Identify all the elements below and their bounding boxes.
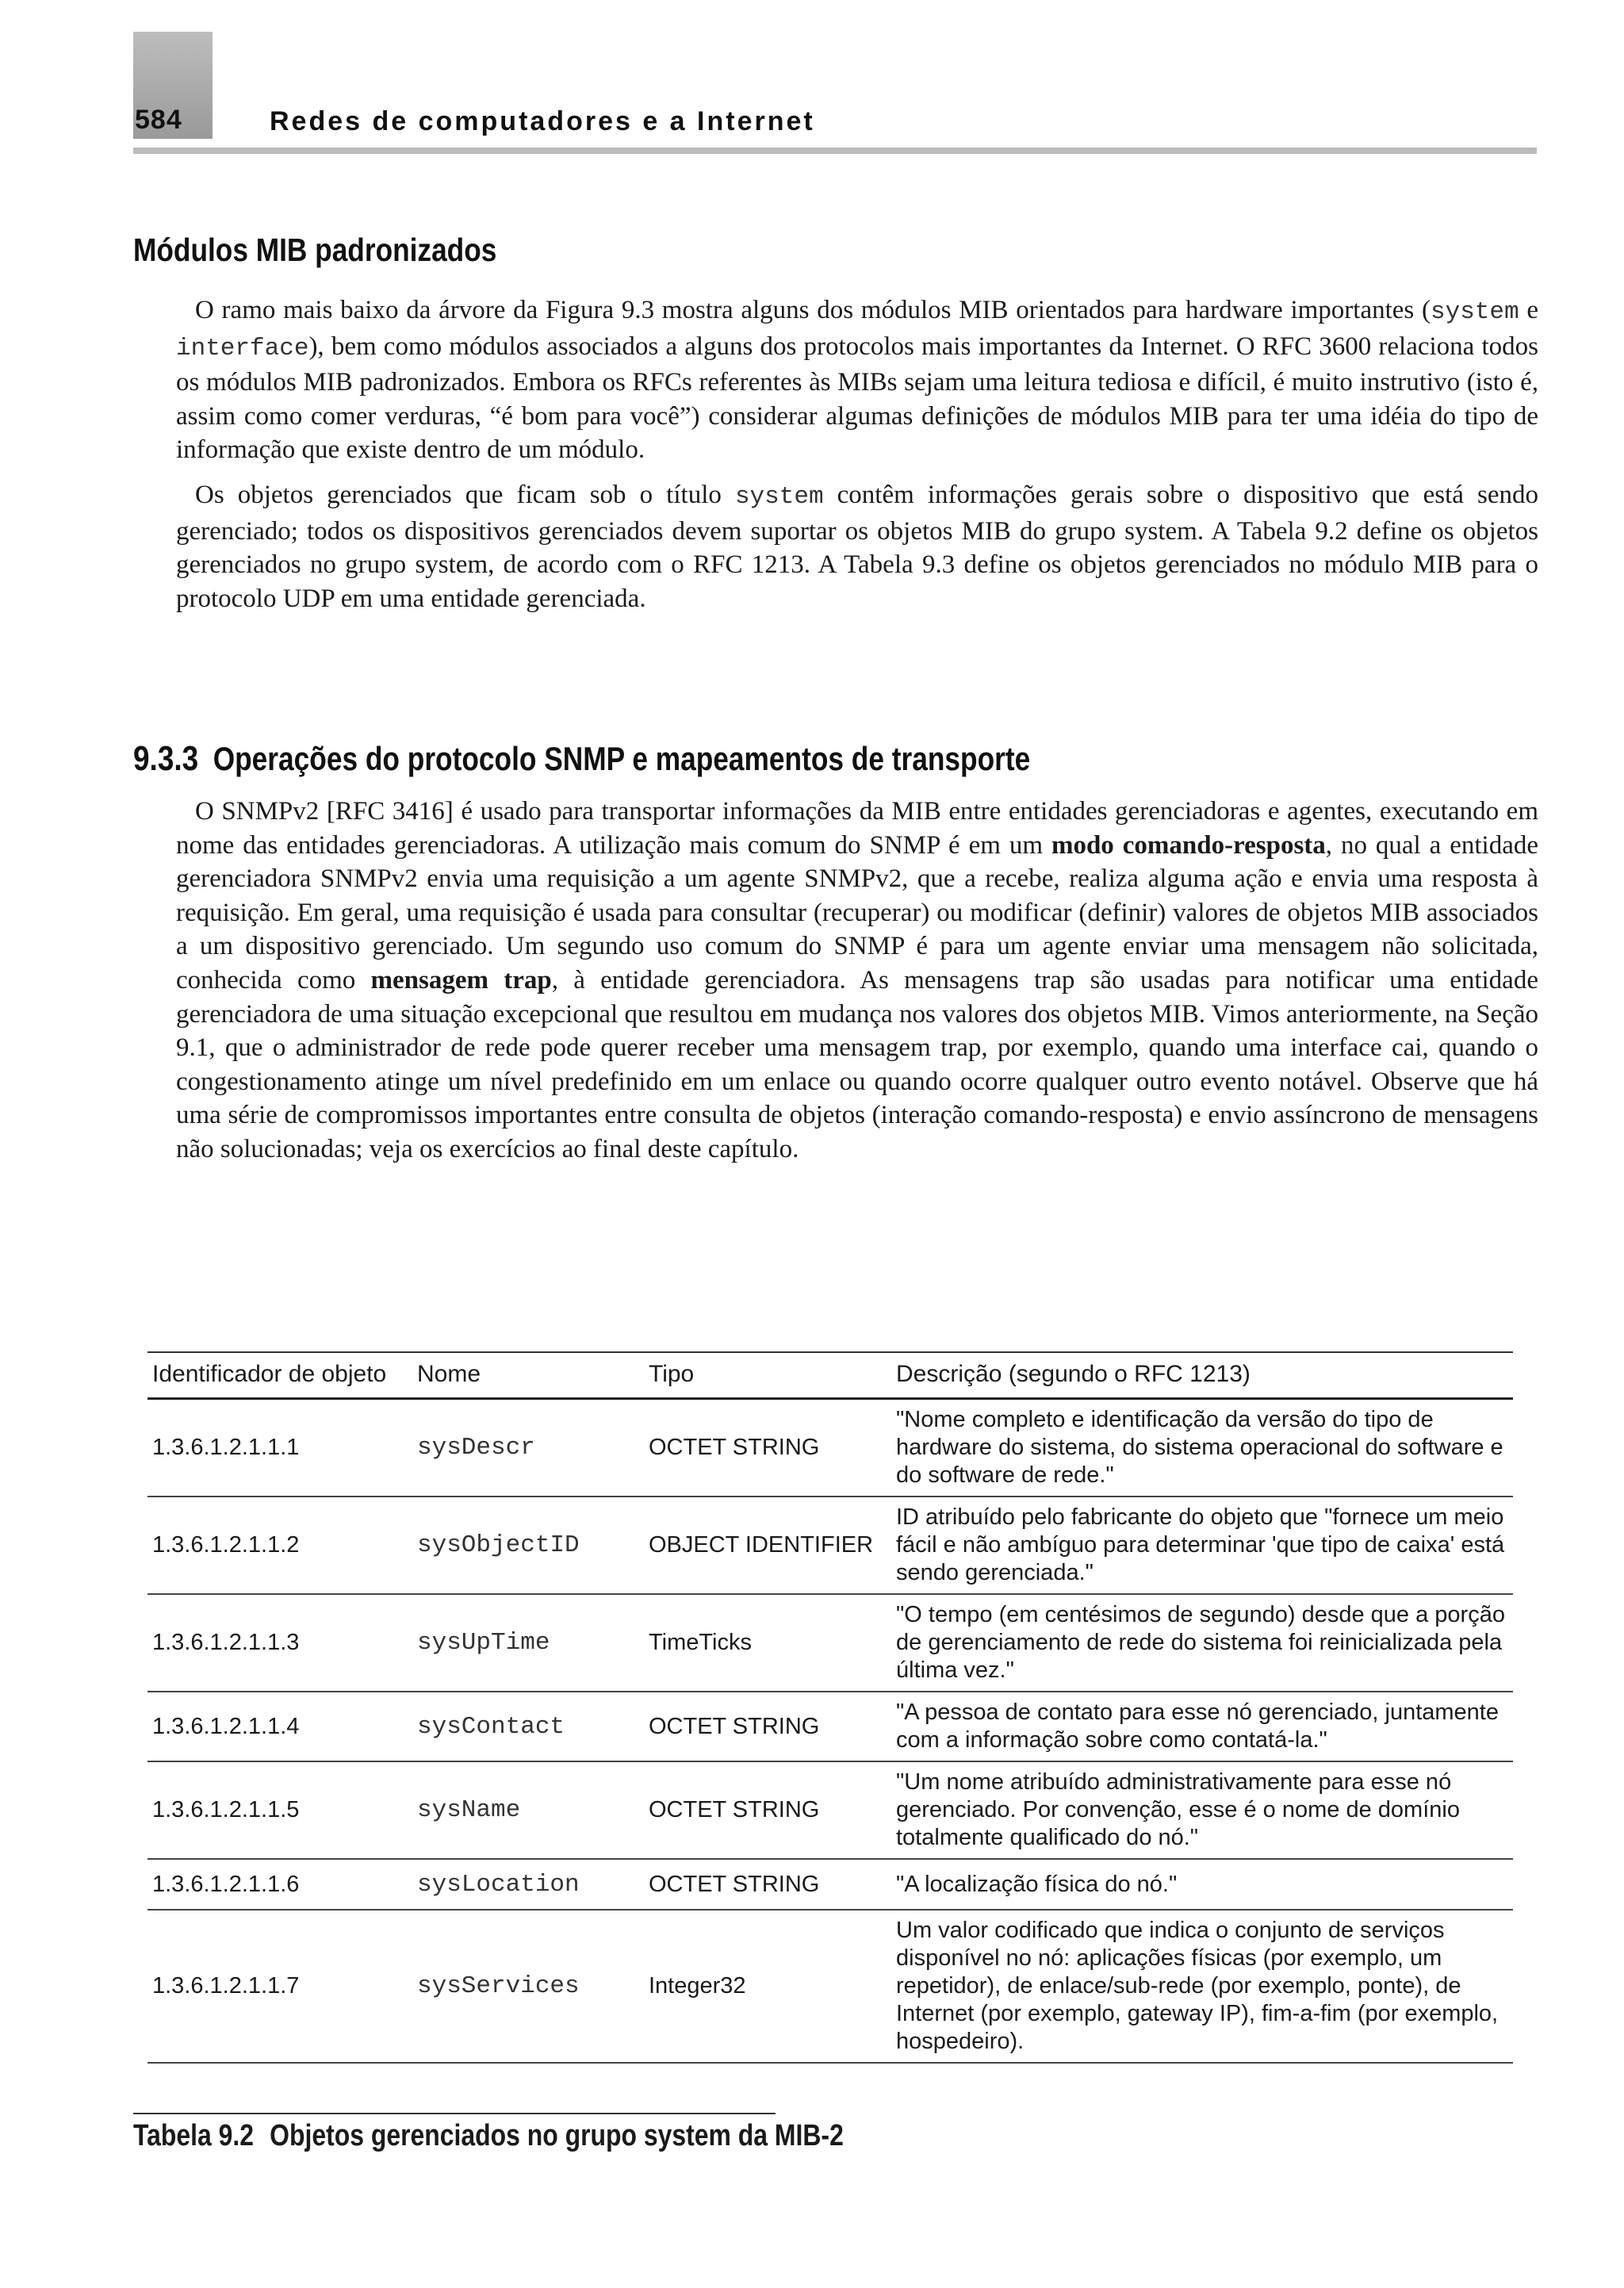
caption-label: Tabela 9.2	[133, 2119, 255, 2152]
table-caption	[133, 2119, 844, 2153]
running-title: Redes de computadores e a Internet	[270, 106, 815, 136]
page-number: 584	[135, 105, 182, 135]
code-system: system	[1431, 298, 1519, 326]
table-row	[147, 1859, 1513, 1910]
object-type: OCTET STRING	[644, 1399, 891, 1497]
object-id: 1.3.6.1.2.1.1.6	[147, 1859, 412, 1910]
code-system: system	[734, 482, 824, 511]
object-id: 1.3.6.1.2.1.1.4	[147, 1692, 412, 1761]
subsection-heading	[133, 739, 1030, 779]
mib-system-table	[147, 1351, 1513, 2064]
object-type: TimeTicks	[644, 1594, 891, 1692]
object-id: 1.3.6.1.2.1.1.1	[147, 1399, 412, 1497]
section-heading: Módulos MIB padronizados	[133, 232, 497, 268]
object-description: "O tempo (em centésimos de segundo) desde que a porção de gerenciamento de rede do sistema foi reinicializada pela última vez."	[891, 1594, 1513, 1692]
object-id: 1.3.6.1.2.1.1.3	[147, 1594, 412, 1692]
term-modo-comando-resposta: modo comando-resposta	[1051, 830, 1326, 860]
term-mensagem-trap: mensagem trap	[370, 965, 552, 995]
object-name: sysName	[412, 1761, 644, 1859]
table-row	[147, 1594, 1513, 1692]
object-name: sysDescr	[412, 1399, 644, 1497]
object-type: OCTET STRING	[644, 1859, 891, 1910]
table-row	[147, 1399, 1513, 1497]
caption-rule	[133, 2113, 776, 2114]
column-header: Identificador de objeto	[147, 1352, 412, 1399]
table-row	[147, 1497, 1513, 1594]
object-name: sysObjectID	[412, 1497, 644, 1594]
object-description: "Um nome atribuído administrativamente para esse nó gerenciado. Por convenção, esse é o nome de domínio totalmente qualificado do nó."	[891, 1761, 1513, 1859]
table-row	[147, 1692, 1513, 1761]
object-name: sysUpTime	[412, 1594, 644, 1692]
paragraph: O SNMPv2 [RFC 3416] é usado para transportar informações da MIB entre entidades gerenciadoras e agentes, executando em nome das entidades gerenciadoras. A utilização mais comum do SNMP é em um modo comando-resposta, no qual a entidade gerenciadora SNMPv2 envia uma requisição a um agente SNMPv2, que a recebe, realiza alguma ação e envia uma resposta à requisição. Em geral, uma requisição é usada para consultar (recuperar) ou modificar (definir) valores de objetos MIB associados a um dispositivo gerenciado. Um segundo uso comum do SNMP é para um agente enviar uma mensagem não solicitada, conhecida como mensagem trap, à entidade gerenciadora. As mensagens trap são usadas para notificar uma entidade gerenciadora de uma situação excepcional que resultou em mudança nos valores dos objetos MIB. Vimos anteriormente, na Seção 9.1, que o administrador de rede pode querer receber uma mensagem trap, por exemplo, quando uma interface cai, quando o congestionamento atinge um nível predefinido em um enlace ou quando ocorre qualquer outro evento notável. Observe que há uma série de compromissos importantes entre consulta de objetos (interação comando-resposta) e envio assíncrono de mensagens não solucionadas; veja os exercícios ao final deste capítulo.	[176, 797, 1538, 1163]
object-id: 1.3.6.1.2.1.1.7	[147, 1910, 412, 2063]
object-type: OBJECT IDENTIFIER	[644, 1497, 891, 1594]
caption-text: Objetos gerenciados no grupo system da MIB-2	[270, 2119, 844, 2152]
table-row	[147, 1910, 1513, 2063]
column-header: Nome	[412, 1352, 644, 1399]
object-name: sysContact	[412, 1692, 644, 1761]
table-row	[147, 1761, 1513, 1859]
table-header-row	[147, 1352, 1513, 1399]
object-name: sysServices	[412, 1910, 644, 2063]
object-description: Um valor codificado que indica o conjunto de serviços disponível no nó: aplicações físicas (por exemplo, um repetidor), de enlace/sub-rede (por exemplo, ponte), de Internet (por exemplo, gateway IP), fim-a-fim (por exemplo, hospedeiro).	[891, 1910, 1513, 2063]
object-description: ID atribuído pelo fabricante do objeto que "fornece um meio fácil e não ambíguo para determinar 'que tipo de caixa' está sendo gerenciada."	[891, 1497, 1513, 1594]
subsection-title: Operações do protocolo SNMP e mapeamentos de transporte	[213, 740, 1031, 777]
object-id: 1.3.6.1.2.1.1.2	[147, 1497, 412, 1594]
object-type: OCTET STRING	[644, 1692, 891, 1761]
subsection-body	[176, 795, 1538, 1167]
paragraph: O ramo mais baixo da árvore da Figura 9.3 mostra alguns dos módulos MIB orientados para hardware importantes (system e interface), bem como módulos associados a alguns dos protocolos mais importantes da Internet. O RFC 3600 relaciona todos os módulos MIB padronizados. Embora os RFCs referentes às MIBs sejam uma leitura tediosa e difícil, é muito instrutivo (isto é, assim como comer verduras, “é bom para você”) considerar algumas definições de módulos MIB para ter uma idéia do tipo de informação que existe dentro de um módulo.	[176, 296, 1539, 465]
object-description: "A localização física do nó."	[891, 1859, 1513, 1910]
column-header: Tipo	[644, 1352, 891, 1399]
object-name: sysLocation	[412, 1859, 644, 1910]
column-header: Descrição (segundo o RFC 1213)	[891, 1352, 1513, 1399]
section-body	[176, 293, 1538, 615]
object-description: "Nome completo e identificação da versão do tipo de hardware do sistema, do sistema operacional do software e do software de rede."	[891, 1399, 1513, 1497]
subsection-number: 9.3.3	[133, 739, 199, 778]
object-type: OCTET STRING	[644, 1761, 891, 1859]
object-type: Integer32	[644, 1910, 891, 2063]
paragraph: Os objetos gerenciados que ficam sob o título system contêm informações gerais sobre o dispositivo que está sendo gerenciado; todos os dispositivos gerenciados devem suportar os objetos MIB do grupo system. A Tabela 9.2 define os objetos gerenciados no grupo system, de acordo com o RFC 1213. A Tabela 9.3 define os objetos gerenciados no módulo MIB para o protocolo UDP em uma entidade gerenciada.	[176, 480, 1538, 613]
object-description: "A pessoa de contato para esse nó gerenciado, juntamente com a informação sobre como contatá-la."	[891, 1692, 1513, 1761]
code-interface: interface	[176, 334, 309, 362]
header-rule	[133, 148, 1537, 154]
object-id: 1.3.6.1.2.1.1.5	[147, 1761, 412, 1859]
